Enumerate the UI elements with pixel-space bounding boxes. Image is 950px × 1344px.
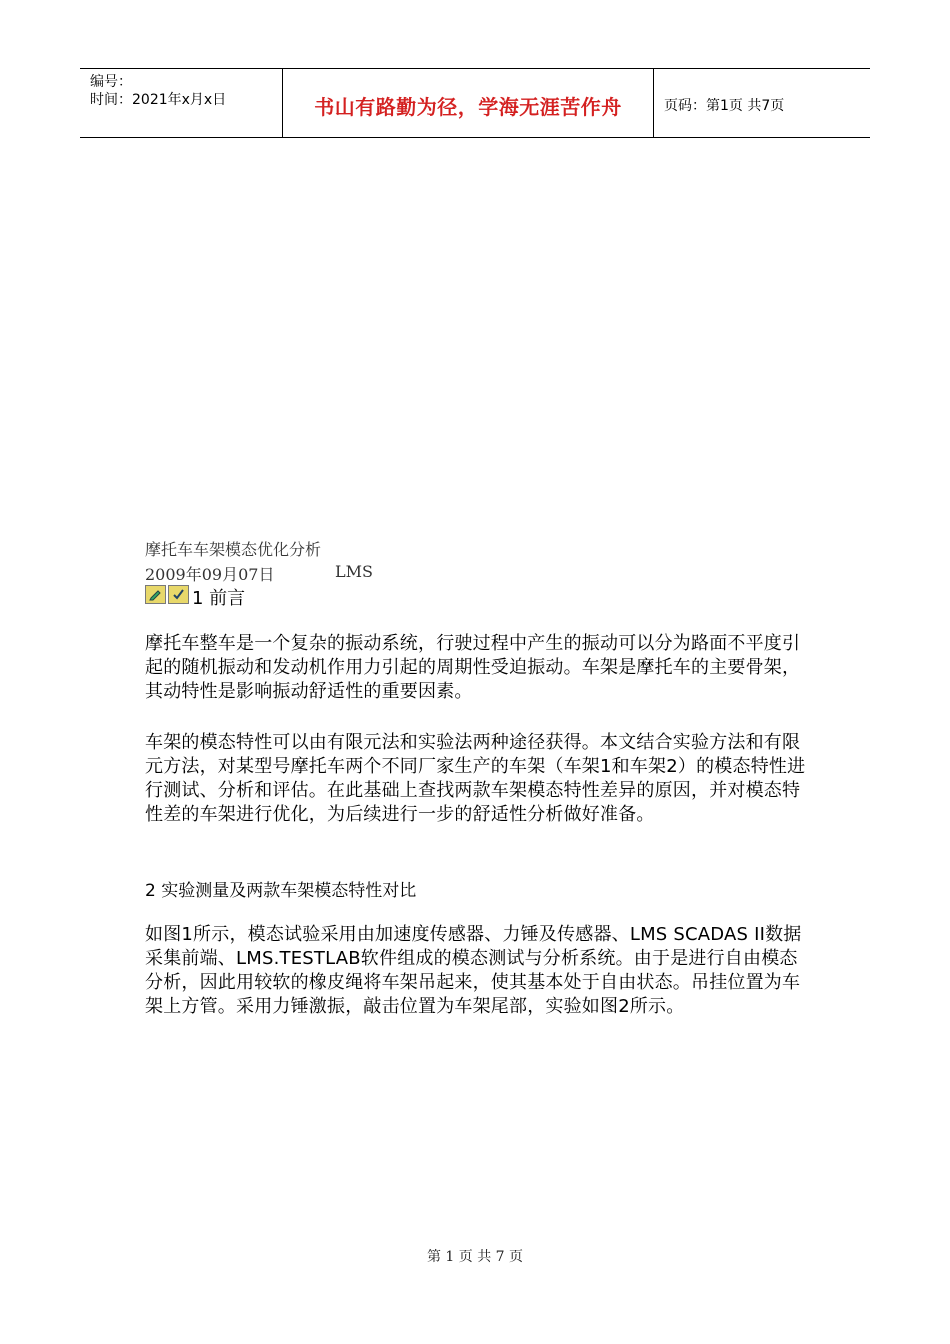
time-label: 时间：2021年x月x日	[90, 92, 227, 108]
article-icons	[145, 585, 189, 604]
article-date: 2009年09月07日	[145, 565, 275, 584]
paragraph-intro: 摩托车整车是一个复杂的振动系统，行驶过程中产生的振动可以分为路面不平度引起的随机振动和发动机作用力引起的周期性受迫振动。车架是摩托车的主要骨架，其动特性是影响振动舒适性的重要因素。	[145, 633, 801, 702]
header-motto-cell	[283, 69, 654, 137]
header-page-info: 页码：第1页 共7页	[664, 98, 785, 114]
document-header	[80, 68, 870, 138]
page-footer: 第 1 页 共 7 页	[426, 1249, 524, 1265]
article-source: LMS	[335, 562, 373, 581]
section2-heading: 2 实验测量及两款车架模态特性对比	[145, 881, 417, 901]
article-title: 摩托车车架模态优化分析	[145, 540, 322, 559]
edit-icon[interactable]	[145, 585, 166, 604]
number-label: 编号：	[90, 74, 132, 90]
check-icon[interactable]	[168, 585, 189, 604]
paragraph-experiment: 如图1所示，模态试验采用由加速度传感器、力锤及传感器、LMS SCADAS II数据采集前端、LMS.TESTLAB软件组成的模态测试与分析系统。由于是进行自由模态分析，因此用较软的橡皮绳将车架吊起来，使其基本处于自由状态。吊挂位置为车架上方管。采用力锤激振，敲击位置为车架尾部，实验如图2所示。	[145, 924, 802, 1017]
paragraph-method: 车架的模态特性可以由有限元法和实验法两种途径获得。本文结合实验方法和有限元方法，对某型号摩托车两个不同厂家生产的车架（车架1和车架2）的模态特性进行测试、分析和评估。在此基础上查找两款车架模态特性差异的原因，并对模态特性差的车架进行优化，为后续进行一步的舒适性分析做好准备。	[145, 732, 806, 825]
header-meta-cell	[80, 69, 283, 137]
section1-heading: 1 前言	[192, 588, 246, 609]
header-page-cell	[654, 69, 870, 137]
header-motto: 书山有路勤为径，学海无涯苦作舟	[314, 95, 622, 119]
